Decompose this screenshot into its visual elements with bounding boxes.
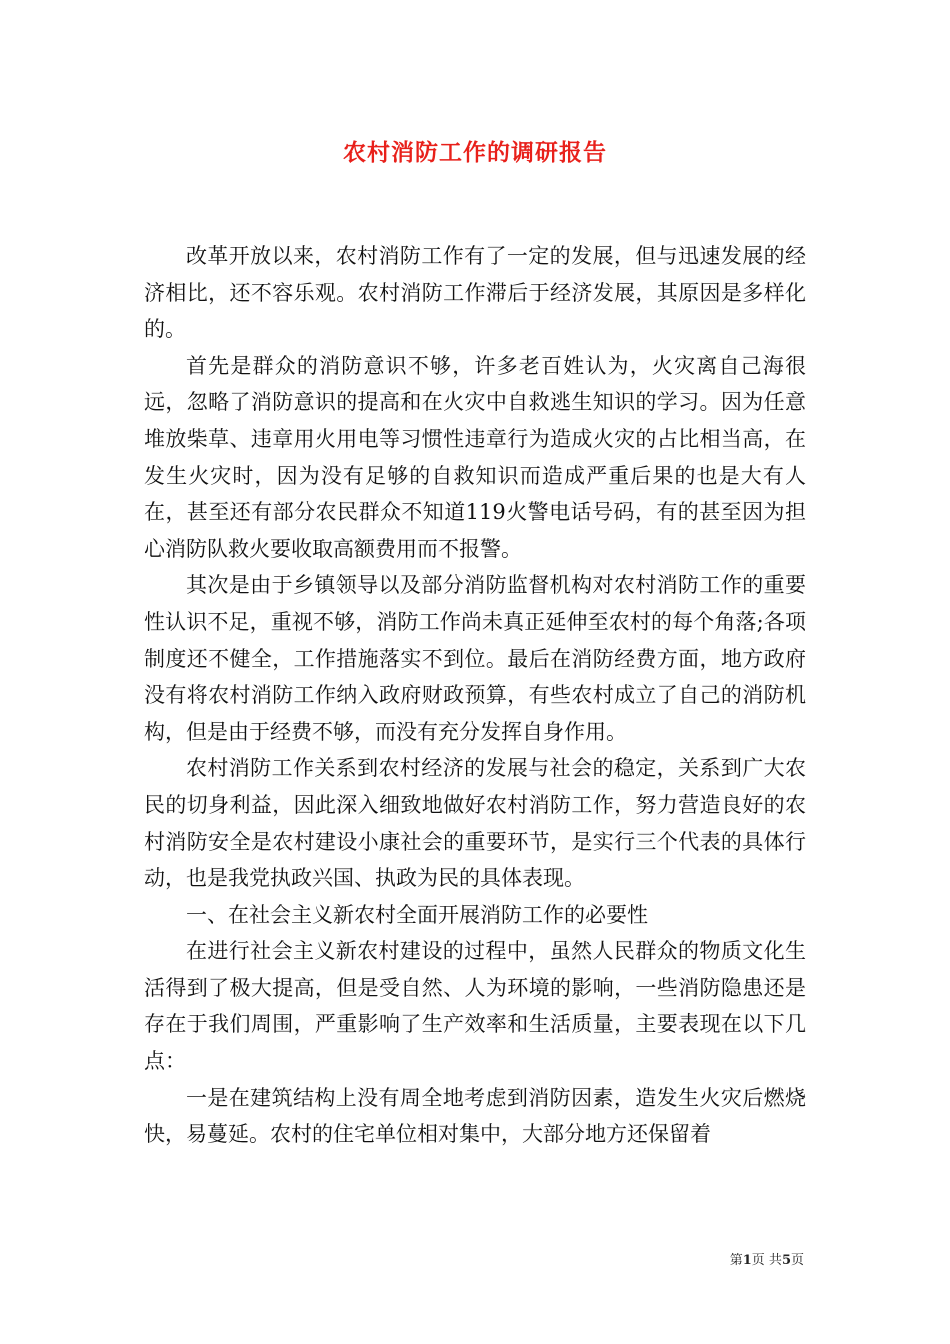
paragraph-4: 农村消防工作关系到农村经济的发展与社会的稳定，关系到广大农民的切身利益，因此深入细致地做好农村消防工作，努力营造良好的农村消防安全是农村建设小康社会的重要环节，是实行三个代表的具体行动，也是我党执政兴国、执政为民的具体表现。 — [144, 756, 806, 891]
paragraph-5: 在进行社会主义新农村建设的过程中，虽然人民群众的物质文化生活得到了极大提高，但是受自然、人为环境的影响，一些消防隐患还是存在于我们周围，严重影响了生产效率和生活质量，主要表现在以下几点： — [144, 939, 806, 1074]
footer-total-pages: 5 — [781, 1253, 791, 1268]
page-footer — [730, 1249, 804, 1268]
footer-prefix: 第 — [729, 1253, 743, 1268]
footer-suffix: 页 — [790, 1253, 804, 1268]
document-title: 农村消防工作的调研报告 — [343, 139, 607, 166]
paragraph-3: 其次是由于乡镇领导以及部分消防监督机构对农村消防工作的重要性认识不足，重视不够，消防工作尚未真正延伸至农村的每个角落;各项制度还不健全，工作措施落实不到位。最后在消防经费方面，地方政府没有将农村消防工作纳入政府财政预算，有些农村成立了自己的消防机构，但是由于经费不够，而没有充分发挥自身作用。 — [144, 573, 806, 744]
footer-current-page: 1 — [742, 1253, 752, 1268]
paragraph-6: 一是在建筑结构上没有周全地考虑到消防因素，造发生火灾后燃烧快，易蔓延。农村的住宅单位相对集中，大部分地方还保留着 — [144, 1085, 806, 1147]
paragraph-2: 首先是群众的消防意识不够，许多老百姓认为，火灾离自己海很远，忽略了消防意识的提高和在火灾中自救逃生知识的学习。因为任意堆放柴草、违章用火用电等习惯性违章行为造成火灾的占比相当高，在发生火灾时，因为没有足够的自救知识而造成严重后果的也是大有人在，甚至还有部分农民群众不知道119火警电话号码，有的甚至因为担心消防队救火要收取高额费用而不报警。 — [144, 353, 806, 561]
footer-middle: 页 共 — [751, 1253, 782, 1268]
document-body — [144, 238, 806, 1153]
paragraph-1: 改革开放以来，农村消防工作有了一定的发展，但与迅速发展的经济相比，还不容乐观。农村消防工作滞后于经济发展，其原因是多样化的。 — [144, 244, 806, 342]
section-heading-1: 一、在社会主义新农村全面开展消防工作的必要性 — [186, 902, 648, 927]
